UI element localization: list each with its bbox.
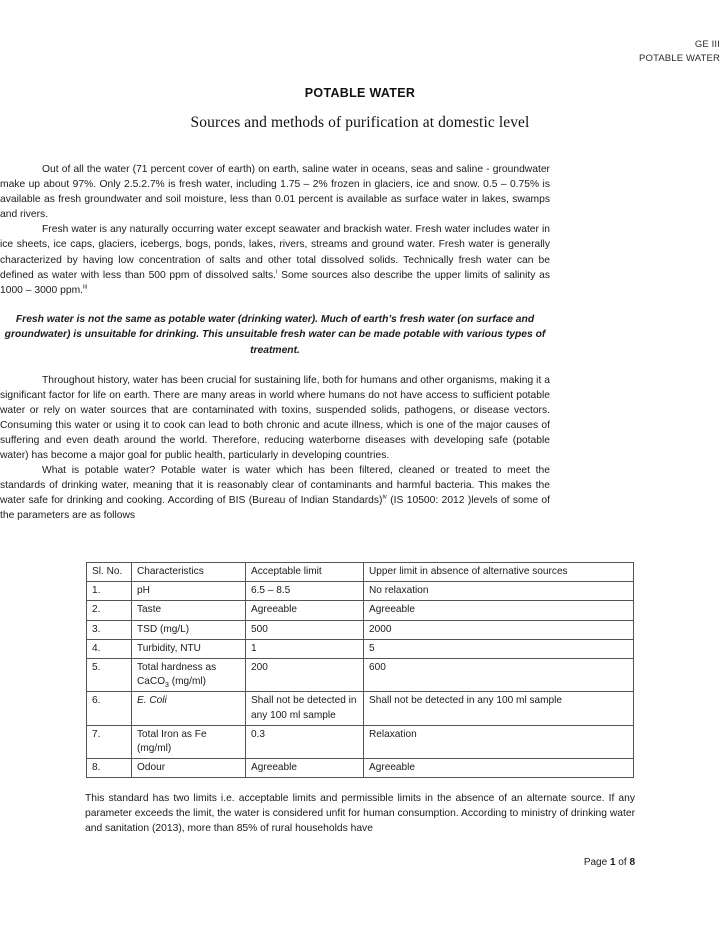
paragraph-history-importance [0,373,550,464]
paragraph-fresh-water-definition [0,222,550,297]
table-row [87,601,634,620]
page-subtitle: Sources and methods of purification at domestic level [190,114,530,131]
footer-middle: of [615,857,630,868]
cell-sl-no: 2. [87,601,132,620]
cell-upper-limit: 5 [364,639,634,658]
cell-upper-limit: Relaxation [364,725,634,758]
cell-characteristic: Taste [132,601,246,620]
water-standards-table-wrap [86,562,633,778]
cell-characteristic [132,659,246,692]
page-footer [0,857,635,868]
cell-acceptable-limit: 0.3 [246,725,364,758]
table-row [87,759,634,778]
cell-acceptable-limit: 6.5 – 8.5 [246,582,364,601]
paragraph-text-cont: Some sources also describe the upper limits of salinity as 1000 – 3000 ppm. [0,269,550,296]
running-header [0,38,720,66]
cell-characteristic: E. Coli [132,692,246,725]
chemical-subscript: 3 [165,682,169,690]
cell-sl-no: 5. [87,659,132,692]
paragraph-text: Fresh water is any naturally occurring water except seawater and brackish water. Fresh water includes water in ice sheets, ice caps, glaciers, icebergs, bogs, ponds, lakes, rivers, streams and ground water. Fresh water is generally characterized by having low concentration of salts and other total dissolved solids. Technically fresh water can be defined as water with less than 500 ppm of dissolved salts. [0,224,550,281]
cell-acceptable-limit: Agreeable [246,759,364,778]
characteristic-suffix: (mg/ml) [168,676,206,688]
cell-acceptable-limit: Shall not be detected in any 100 ml sample [246,692,364,725]
water-standards-table [86,562,634,778]
paragraph-standard-limits [85,791,635,836]
column-header-upper-limit: Upper limit in absence of alternative sources [364,563,634,582]
cell-acceptable-limit: 1 [246,639,364,658]
cell-sl-no: 4. [87,639,132,658]
cell-characteristic: TSD (mg/L) [132,620,246,639]
cell-characteristic: Total Iron as Fe (mg/ml) [132,725,246,758]
cell-upper-limit: Agreeable [364,759,634,778]
cell-upper-limit: Agreeable [364,601,634,620]
cell-characteristic: Turbidity, NTU [132,639,246,658]
paragraph-text: Throughout history, water has been crucial for sustaining life, both for humans and other organisms, making it a significant factor for life on earth. There are many areas in world where humans do not have access to sufficient potable water or rely on water sources that are contaminated with toxins, suspended solids, pathogens, or disease vectors. Consuming this water or using it to cook can lead to both chronic and acute illness, which is one of the major causes of suffering and even death around the world. Therefore, reducing waterborne diseases with developing safe (potable water) has become a major goal for public health, particularly in developing countries. [0,374,550,462]
paragraph-text: This standard has two limits i.e. acceptable limits and permissible limits in the absence of an alternate source. If any parameter exceeds the limit, the water is considered unfit for human consumption. According to ministry of drinking water and sanitation (2013), more than 85% of rural households have [85,793,635,835]
column-header-characteristics: Characteristics [132,563,246,582]
cell-sl-no: 3. [87,620,132,639]
footer-prefix: Page [583,857,610,868]
running-header-course: GE III [694,39,720,50]
column-header-sl-no: Sl. No. [87,563,132,582]
cell-upper-limit: 600 [364,659,634,692]
paragraph-text: Out of all the water (71 percent cover of earth) on earth, saline water in oceans, seas and saline - groundwater make up about 97%. Only 2.5.2.7% is fresh water, including 1.75 – 2% frozen in glaciers, ice and snow. 0.5 – 0.75% is available as fresh groundwater and soil moisture, less than 0.01 percent is available as surface water in lakes, swamps and rivers. [0,164,550,221]
emphasis-callout: Fresh water is not the same as potable water (drinking water). Much of earth’s fresh water (on surface and groundwater) is unsuitable for drinking. This unsuitable fresh water can be made potable with various types of treatment. [4,313,546,357]
running-header-topic: POTABLE WATER [639,52,720,64]
cell-sl-no: 7. [87,725,132,758]
cell-acceptable-limit: 500 [246,620,364,639]
cell-upper-limit: Shall not be detected in any 100 ml sample [364,692,634,725]
cell-upper-limit: 2000 [364,620,634,639]
footnote-marker-i: i [276,268,278,276]
table-row [87,725,634,758]
footer-total-pages: 8 [629,857,635,868]
table-row [87,659,634,692]
table-row [87,582,634,601]
footer-current-page: 1 [609,857,616,868]
paragraph-water-distribution [0,162,550,222]
column-header-acceptable-limit: Acceptable limit [246,563,364,582]
paragraph-potable-definition [0,463,550,523]
footnote-marker-iv: iv [382,493,387,501]
table-row [87,692,634,725]
title-block [0,86,720,132]
characteristic-prefix: Total hardness as CaCO [137,662,217,688]
page-title: POTABLE WATER [304,86,416,100]
cell-sl-no: 8. [87,759,132,778]
cell-characteristic: Odour [132,759,246,778]
table-header-row [87,563,634,582]
table-row [87,639,634,658]
cell-acceptable-limit: Agreeable [246,601,364,620]
paragraph-text-cont: (IS 10500: 2012 )levels of some of the parameters are as follows [0,495,550,522]
document-body [0,162,550,524]
table-row [87,620,634,639]
footnote-marker-iii: iii [83,283,88,291]
paragraph-text: What is potable water? Potable water is water which has been filtered, cleaned or treated to meet the standards of drinking water, meaning that it is reasonably clear of contaminants and harmful bacteria. This makes the water safe for drinking and cooking. According of BIS (Bureau of Indian Standards) [0,465,550,507]
cell-upper-limit: No relaxation [364,582,634,601]
cell-acceptable-limit: 200 [246,659,364,692]
cell-sl-no: 6. [87,692,132,725]
cell-sl-no: 1. [87,582,132,601]
cell-characteristic: pH [132,582,246,601]
